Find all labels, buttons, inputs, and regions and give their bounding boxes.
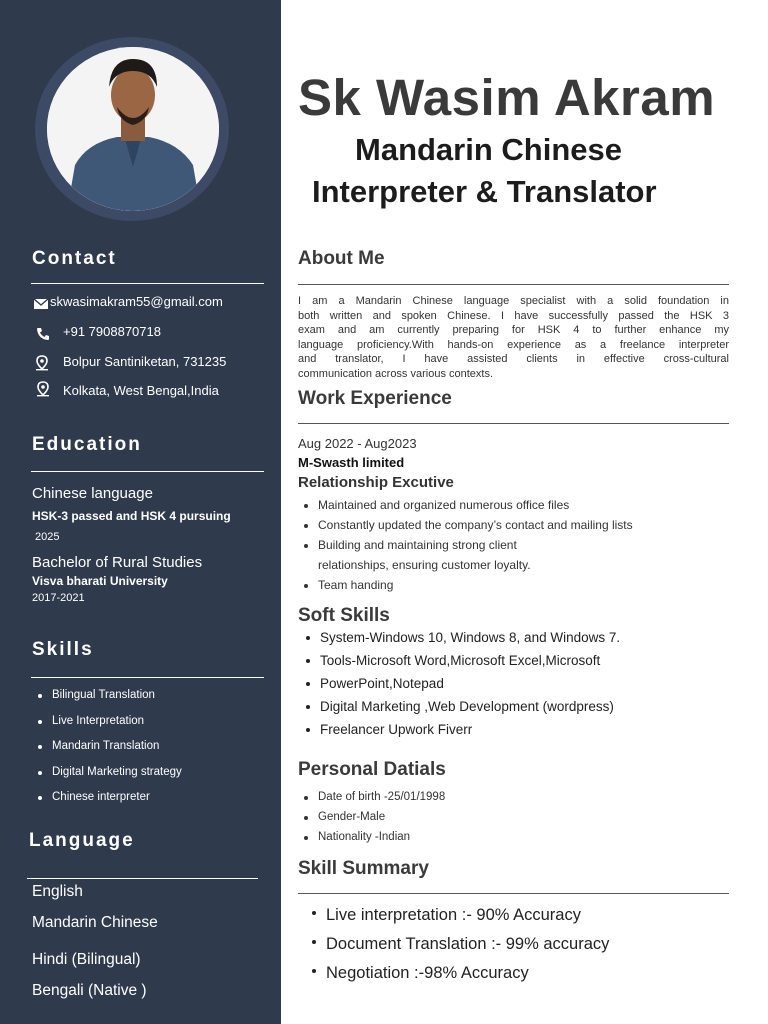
- education-title: Chinese language: [32, 485, 153, 502]
- work-role: Relationship Excutive: [298, 474, 454, 491]
- list-item: Team handing: [318, 578, 393, 598]
- education-divider: [31, 471, 264, 472]
- list-item: Live interpretation :- 90% Accuracy: [326, 905, 609, 934]
- education-subtitle: HSK-3 passed and HSK 4 pursuing: [32, 509, 231, 523]
- language-heading: Language: [29, 830, 135, 851]
- job-title-line-1: Mandarin Chinese: [355, 132, 622, 167]
- list-item: Live Interpretation: [52, 714, 182, 740]
- summary-divider: [298, 893, 729, 894]
- list-item: PowerPoint,Notepad: [320, 676, 620, 699]
- language-item: Hindi (Bilingual): [32, 951, 141, 968]
- about-line: I am a Mandarin Chinese language specialist with a solid foundation in: [298, 295, 729, 307]
- soft-skills-heading: Soft Skills: [298, 605, 390, 626]
- skills-heading: Skills: [32, 639, 94, 660]
- list-item: Maintained and organized numerous office files: [318, 498, 633, 518]
- contact-heading: Contact: [32, 248, 117, 269]
- list-item: Digital Marketing strategy: [52, 765, 182, 791]
- education-subtitle: Visva bharati University: [32, 574, 168, 588]
- list-item: Constantly updated the company’s contact and mailing lists: [318, 518, 633, 538]
- skills-list: [52, 688, 182, 816]
- list-item: Date of birth -25/01/1998: [318, 790, 445, 810]
- location-pin-icon: [35, 381, 51, 397]
- contact-address-1: Bolpur Santiniketan, 731235: [63, 354, 227, 369]
- work-dates: Aug 2022 - Aug2023: [298, 436, 417, 451]
- about-paragraph: [298, 294, 729, 382]
- language-item: Mandarin Chinese: [32, 914, 158, 931]
- list-item: Nationality -Indian: [318, 830, 445, 850]
- work-bullets: [318, 498, 633, 558]
- list-item: Digital Marketing ,Web Development (wordpress): [320, 699, 620, 722]
- about-divider: [298, 284, 729, 285]
- work-company: M-Swasth limited: [298, 455, 405, 470]
- list-item: Bilingual Translation: [52, 688, 182, 714]
- about-line: exam and am currently preparing for HSK 4 to further enhance my: [298, 324, 729, 337]
- personal-heading: Personal Datials: [298, 759, 446, 780]
- skills-divider: [31, 677, 264, 678]
- phone-icon: [35, 326, 51, 342]
- personal-list: [318, 790, 445, 850]
- list-item: Building and maintaining strong client: [318, 538, 633, 558]
- about-line: both written and spoken Chinese. I have successfully passed the HSK 3: [298, 309, 729, 322]
- person-avatar-icon: [47, 47, 219, 211]
- list-item: System-Windows 10, Windows 8, and Windows 7.: [320, 630, 620, 653]
- summary-heading: Skill Summary: [298, 858, 429, 879]
- contact-address-2: Kolkata, West Bengal,India: [63, 383, 219, 398]
- about-line: and translator, I have assisted clients in effective cross-cultural: [298, 353, 729, 366]
- language-divider: [27, 878, 258, 879]
- mail-icon: [33, 296, 49, 312]
- about-heading: About Me: [298, 248, 385, 269]
- contact-phone[interactable]: +91 7908870718: [63, 324, 161, 339]
- education-year: 2025: [35, 531, 60, 543]
- list-item: Mandarin Translation: [52, 739, 182, 765]
- list-item: Document Translation :- 99% accuracy: [326, 934, 609, 963]
- about-line: communication across various contexts.: [298, 367, 494, 380]
- list-item: Gender-Male: [318, 810, 445, 830]
- location-pin-icon: [34, 355, 50, 371]
- work-divider: [298, 423, 729, 424]
- about-line: language proficiency.With hands-on experience as a freelance interpreter: [298, 338, 729, 351]
- soft-skills-list: [320, 630, 620, 745]
- list-item: Freelancer Upwork Fiverr: [320, 722, 620, 745]
- work-heading: Work Experience: [298, 388, 452, 409]
- education-title: Bachelor of Rural Studies: [32, 554, 203, 571]
- contact-divider: [31, 283, 264, 284]
- person-name: Sk Wasim Akram: [298, 69, 716, 126]
- work-bullets-end: [318, 578, 393, 598]
- contact-email[interactable]: skwasimakram55@gmail.com: [50, 294, 223, 309]
- work-bullet-continuation: relationships, ensuring customer loyalty.: [318, 558, 531, 572]
- language-item: Bengali (Native ): [32, 982, 147, 999]
- education-heading: Education: [32, 434, 142, 455]
- language-item: English: [32, 883, 83, 900]
- job-title-line-2: Interpreter & Translator: [312, 174, 657, 209]
- list-item: Tools-Microsoft Word,Microsoft Excel,Microsoft: [320, 653, 620, 676]
- profile-photo: [47, 47, 219, 211]
- list-item: Negotiation :-98% Accuracy: [326, 963, 609, 992]
- summary-list: [326, 905, 609, 992]
- list-item: Chinese interpreter: [52, 790, 182, 816]
- education-year: 2017-2021: [32, 592, 85, 604]
